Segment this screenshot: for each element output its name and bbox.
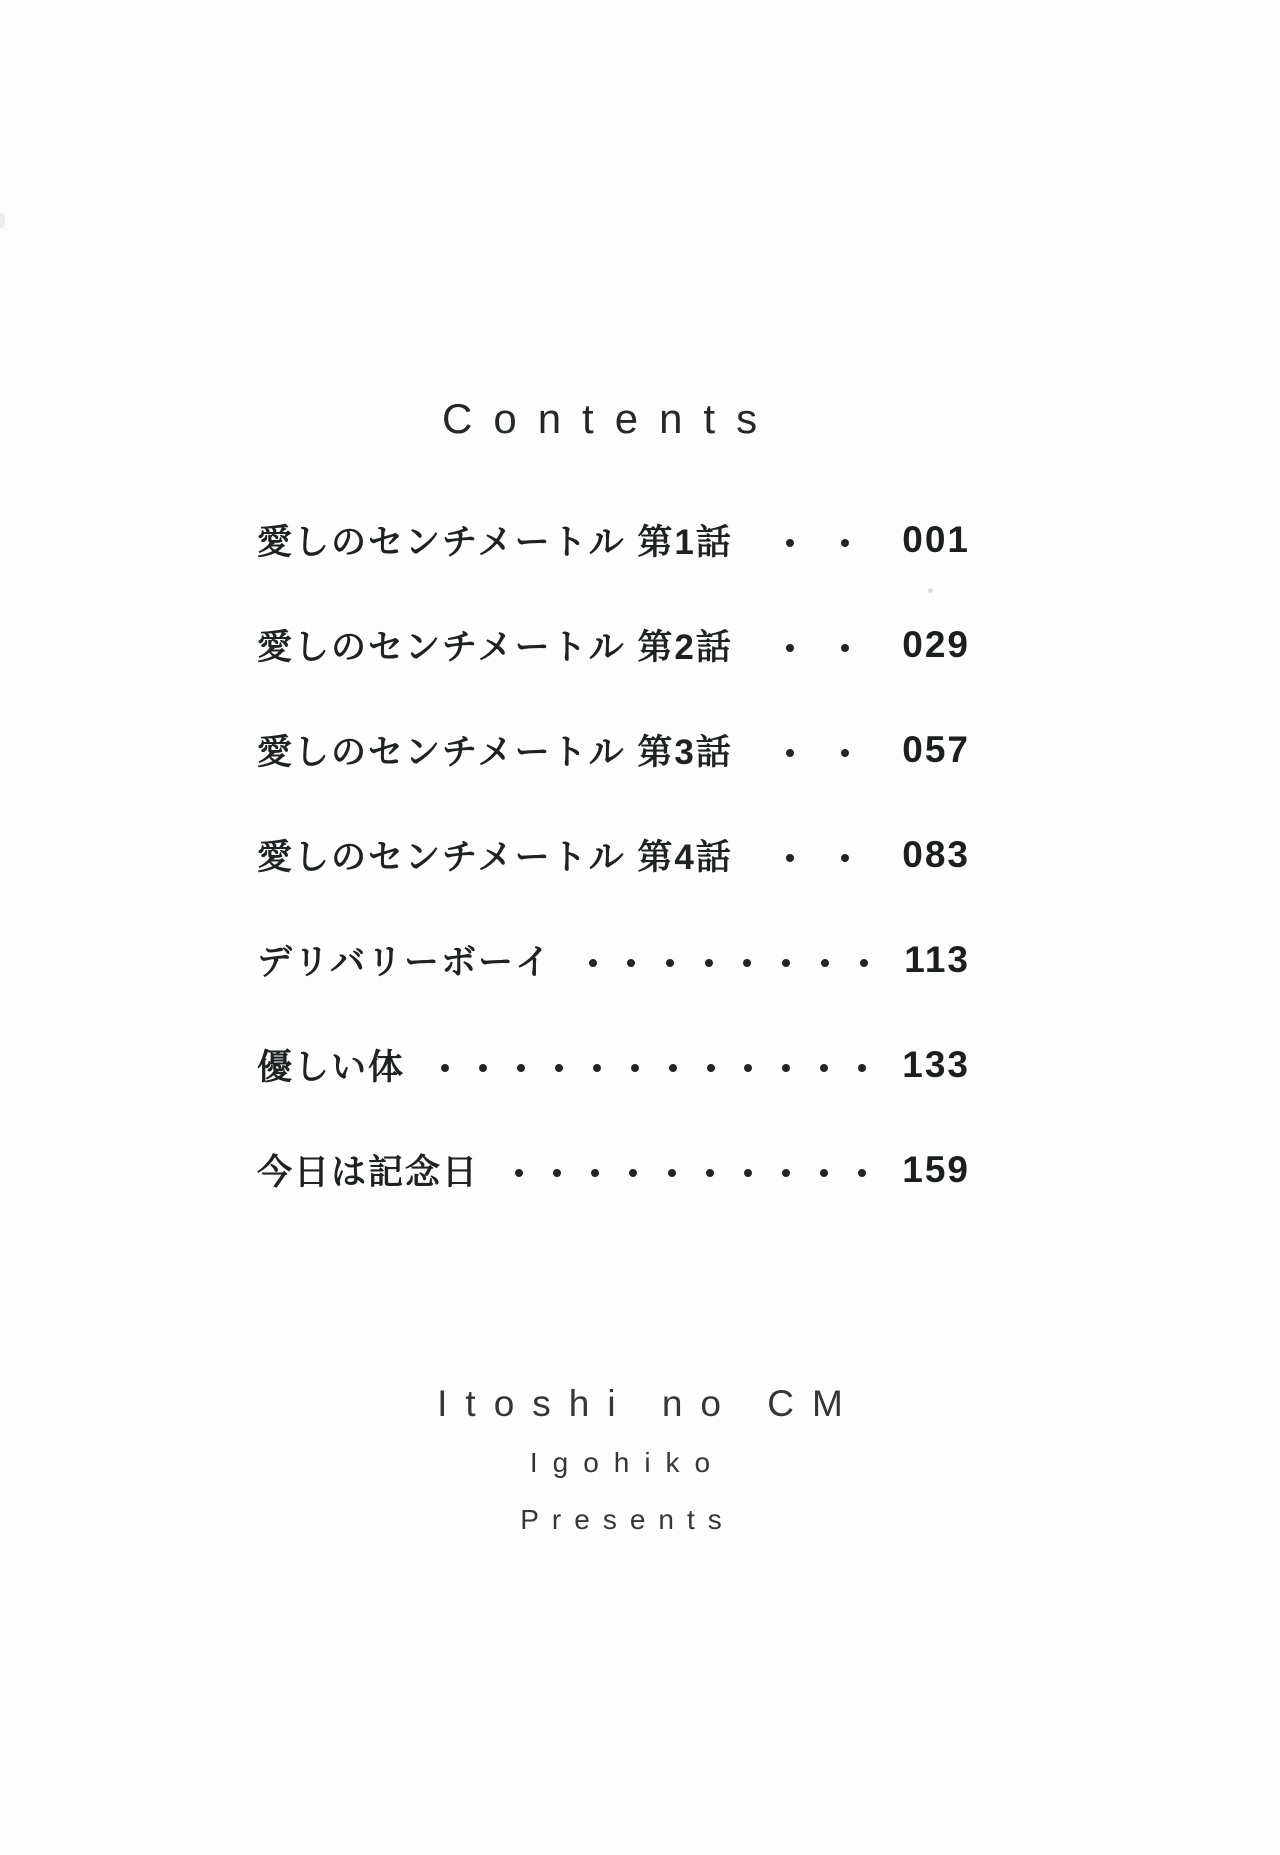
toc-entry-page-number: 029 [902,623,970,665]
credit-work-title: Itoshi no CM [437,1383,861,1424]
toc-entry-page-number: 083 [902,833,970,875]
leader-dot-icon [743,959,751,967]
leader-dot-icon [786,854,794,862]
leader-dot-icon [821,959,829,967]
leader-dot-icon [744,1169,752,1177]
leader-dot-icon [782,959,790,967]
leader-dot-icon [627,959,635,967]
leader-dot-icon [479,1064,487,1072]
leader-dot-icon [589,959,597,967]
toc-entry-page-number: 159 [902,1148,970,1190]
leader-dots [479,1169,902,1177]
toc-entry [257,802,970,907]
leader-dot-icon [517,1064,525,1072]
leader-dots [552,959,904,967]
toc-entry-title: 愛しのセンチメートル 第2話 [257,627,733,667]
toc-entry-title: 愛しのセンチメートル 第1話 [257,522,733,562]
leader-dot-icon [786,749,794,757]
leader-dot-icon [841,644,849,652]
credit-presents-label: Presents [520,1504,735,1535]
toc-entry-title: 今日は記念日 [257,1152,480,1192]
leader-dot-icon [786,644,794,652]
leader-dot-icon [858,1169,866,1177]
leader-dot-icon [441,1064,449,1072]
toc-entry-title: デリバリーボーイ [257,942,552,982]
leader-dot-icon [666,959,674,967]
leader-dot-icon [820,1169,828,1177]
toc-entry-title: 愛しのセンチメートル 第4話 [257,837,733,877]
toc-entry [257,592,970,697]
scan-edge-artifact [0,213,5,228]
toc-entry [257,907,970,1012]
leader-dot-icon [707,1064,715,1072]
leader-dots [733,539,902,547]
leader-dot-icon [555,1064,563,1072]
leader-dot-icon [841,749,849,757]
toc-list [257,487,970,1222]
toc-entry-title: 愛しのセンチメートル 第3話 [257,732,733,772]
toc-entry-page-number: 133 [902,1043,970,1085]
toc-entry-title: 優しい体 [257,1047,406,1087]
leader-dot-icon [515,1169,523,1177]
toc-entry [257,1012,970,1117]
leader-dot-icon [841,854,849,862]
leader-dot-icon [629,1169,637,1177]
toc-entry-page-number: 113 [904,938,970,980]
leader-dot-icon [782,1064,790,1072]
leader-dots [733,749,902,757]
leader-dot-icon [786,539,794,547]
leader-dot-icon [631,1064,639,1072]
leader-dot-icon [706,1169,714,1177]
leader-dot-icon [858,1064,866,1072]
toc-entry-page-number: 001 [902,518,970,560]
leader-dot-icon [841,539,849,547]
scan-speck-artifact [928,588,933,593]
toc-entry [257,1117,970,1222]
leader-dot-icon [593,1064,601,1072]
leader-dots [733,644,902,652]
credit-author-name: Igohiko [529,1447,726,1478]
leader-dot-icon [669,1064,677,1072]
leader-dot-icon [668,1169,676,1177]
leader-dot-icon [591,1169,599,1177]
leader-dot-icon [744,1064,752,1072]
toc-entry [257,487,970,592]
leader-dot-icon [820,1064,828,1072]
toc-entry-page-number: 057 [902,728,970,770]
leader-dots [405,1064,902,1072]
leader-dots [733,854,902,862]
toc-entry [257,697,970,802]
page-title: Contents [442,395,779,442]
leader-dot-icon [860,959,868,967]
leader-dot-icon [553,1169,561,1177]
leader-dot-icon [782,1169,790,1177]
leader-dot-icon [705,959,713,967]
